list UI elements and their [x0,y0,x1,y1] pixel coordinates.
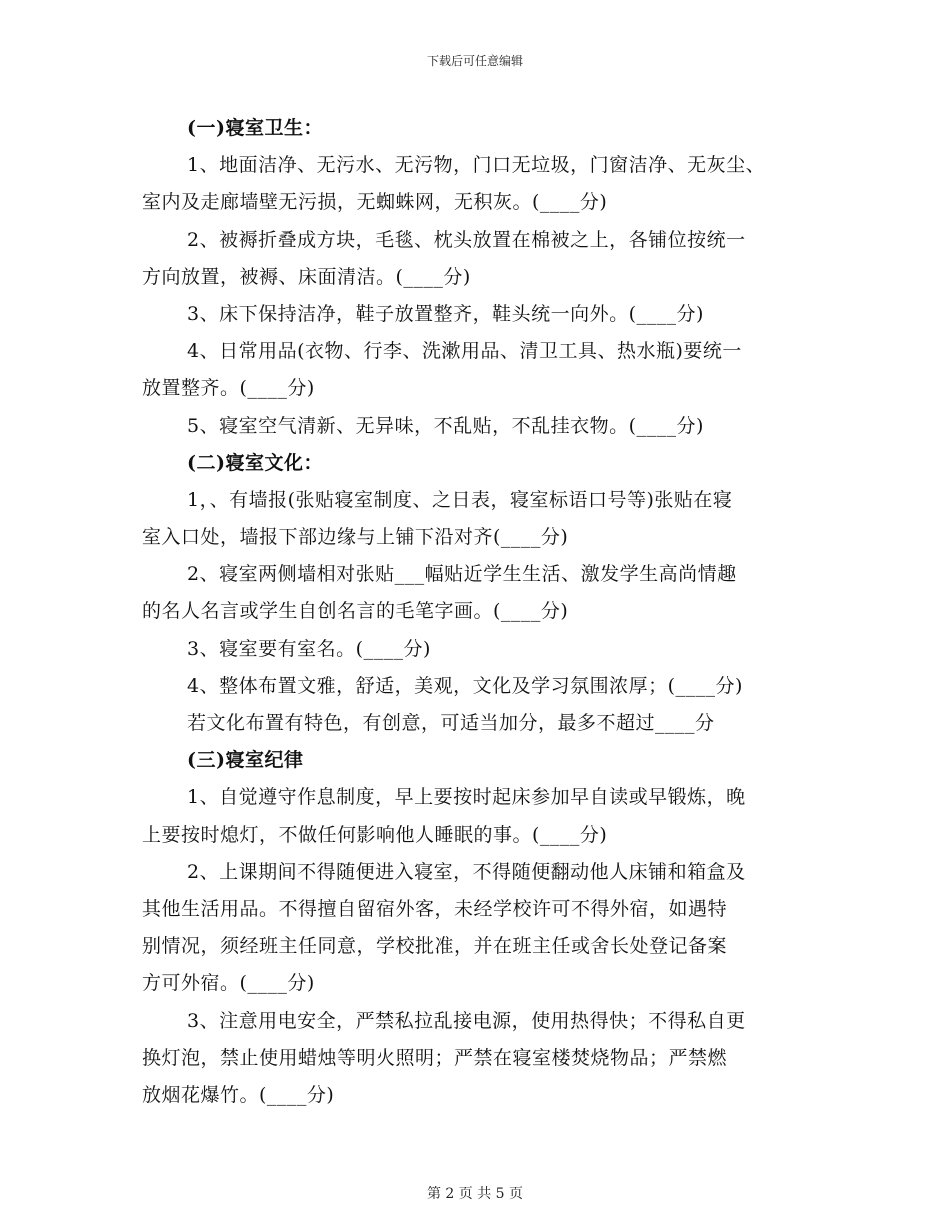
paragraph-line: 上要按时熄灯，不做任何影响他人睡眠的事。(____分) [142,823,608,846]
paragraph-line: 其他生活用品。不得擅自留宿外客，未经学校许可不得外宿，如遇特 [142,897,728,920]
document-body [142,110,822,1114]
paragraph-line: 2、被褥折叠成方块，毛毯、枕头放置在棉被之上，各铺位按统一 [187,228,746,251]
section-heading: (三)寝室纪律 [187,749,304,772]
paragraph-line: 4、整体布置文雅，舒适，美观，文化及学习氛围浓厚；(____分) [187,674,743,697]
paragraph-line: 3、注意用电安全，严禁私拉乱接电源，使用热得快；不得私自更 [187,1009,746,1032]
paragraph-line: 3、床下保持洁净，鞋子放置整齐，鞋头统一向外。(____分) [187,302,704,325]
page-header: 下载后可任意编辑 [426,54,523,68]
paragraph-line: 若文化布置有特色，有创意，可适当加分，最多不超过____分 [187,712,715,734]
paragraph-line: 室内及走廊墙壁无污损，无蜘蛛网，无积灰。(____分) [142,191,608,214]
paragraph-line: 2、寝室两侧墙相对张贴___幅贴近学生生活、激发学生高尚情趣 [187,563,737,586]
paragraph-line: 别情况，须经班主任同意，学校批准，并在班主任或舍长处登记备案 [142,935,728,958]
paragraph-line: 室入口处，墙报下部边缘与上铺下沿对齐(____分) [142,526,569,549]
paragraph-line: 5、寝室空气清新、无异味，不乱贴，不乱挂衣物。(____分) [187,414,704,437]
paragraph-line: 的名人名言或学生自创名言的毛笔字画。(____分) [142,600,569,623]
paragraph-line: 方可外宿。(____分) [142,972,315,995]
paragraph-line: 4、日常用品(衣物、行李、洗漱用品、清卫工具、热水瓶)要统一 [187,340,742,363]
paragraph-line: 1、自觉遵守作息制度，早上要按时起床参加早自读或早锻炼，晚 [187,786,746,809]
paragraph-line: 1，、有墙报(张贴寝室制度、之日表，寝室标语口号等)张贴在寝 [187,488,733,511]
section-heading: (一)寝室卫生： [187,117,323,139]
paragraph-line: 2、上课期间不得随便进入寝室，不得随便翻动他人床铺和箱盒及 [187,860,746,883]
paragraph-line: 换灯泡，禁止使用蜡烛等明火照明；严禁在寝室楼焚烧物品；严禁燃 [142,1046,728,1069]
paragraph-line: 1、地面洁净、无污水、无污物，门口无垃圾，门窗洁净、无灰尘、 [187,154,766,177]
paragraph-line: 方向放置，被褥、床面清洁。(____分) [142,265,471,288]
paragraph-line: 3、寝室要有室名。(____分) [187,637,431,660]
page-footer: 第 2 页 共 5 页 [426,1186,524,1202]
paragraph-line: 放烟花爆竹。(____分) [142,1083,335,1106]
section-heading: (二)寝室文化： [187,451,323,474]
paragraph-line: 放置整齐。(____分) [142,377,315,400]
